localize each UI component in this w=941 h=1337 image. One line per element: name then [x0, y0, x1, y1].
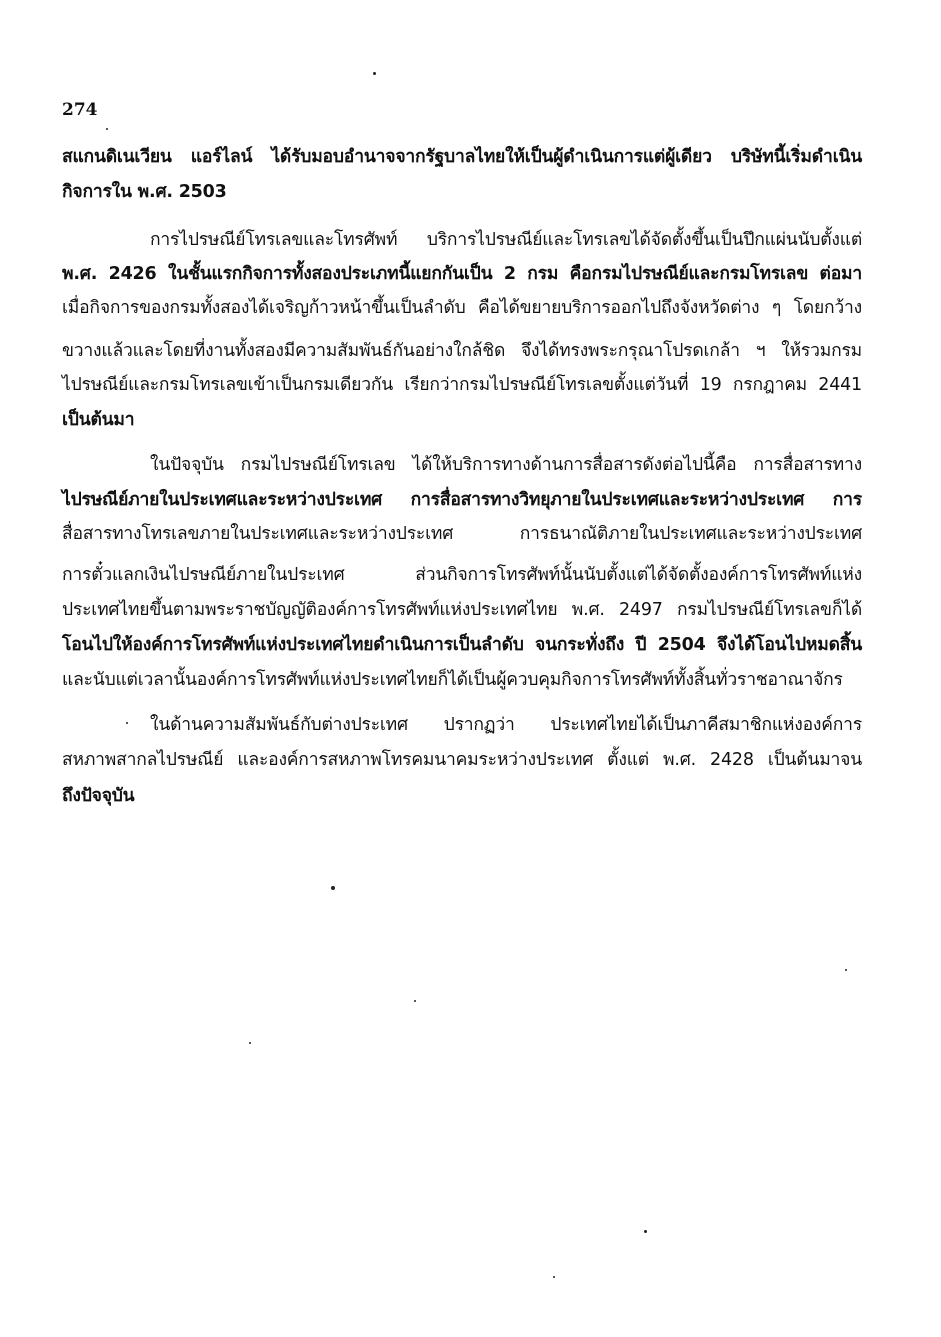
paragraph-2-line-4: ขวางแล้วและโดยที่งานทั้งสองมีความสัมพันธ์กันอย่างใกล้ชิด จึงได้ทรงพระกรุณาโปรดเกล้า ฯ ให้รวมกรม: [62, 341, 862, 361]
paragraph-4-line-1: ในด้านความสัมพันธ์กับต่างประเทศ ปรากฏว่า ประเทศไทยได้เป็นภาคีสมาชิกแห่งองค์การ: [150, 715, 862, 735]
paragraph-3-line-6: โอนไปให้องค์การโทรศัพท์แห่งประเทศไทยดำเนินการเป็นลำดับ จนกระทั่งถึง ปี 2504 จึงได้โอนไปหมดสิ้น: [62, 635, 862, 655]
paragraph-4-line-2: สหภาพสากลไปรษณีย์ และองค์การสหภาพโทรคมนาคมระหว่างประเทศ ตั้งแต่ พ.ศ. 2428 เป็นต้นมาจน: [62, 750, 862, 770]
paragraph-3-line-4: การตั๋วแลกเงินไปรษณีย์ภายในประเทศ ส่วนกิจการโทรศัพท์นั้นนับตั้งแต่ได้จัดตั้งองค์การโทรศัพท์แห่ง: [62, 565, 862, 585]
scan-speck: [845, 969, 847, 971]
scan-speck: [106, 128, 108, 130]
paragraph-3-line-5: ประเทศไทยขึ้นตามพระราชบัญญัติองค์การโทรศัพท์แห่งประเทศไทย พ.ศ. 2497 กรมไปรษณีย์โทรเลขก็ได้: [62, 600, 862, 620]
paragraph-3-line-3: สื่อสารทางโทรเลขภายในประเทศและระหว่างประเทศ การธนาณัติภายในประเทศและระหว่างประเทศ: [62, 524, 862, 544]
paragraph-2-line-1: การไปรษณีย์โทรเลขและโทรศัพท์ บริการไปรษณีย์และโทรเลขได้จัดตั้งขึ้นเป็นปึกแผ่นนับตั้งแต่: [150, 230, 862, 250]
scan-speck: [414, 1000, 416, 1002]
scan-speck: [331, 886, 335, 890]
scan-speck: [126, 722, 128, 724]
paragraph-3-line-7: และนับแต่เวลานั้นองค์การโทรศัพท์แห่งประเทศไทยก็ได้เป็นผู้ควบคุมกิจการโทรศัพท์ทั้งสิ้นทั่วราชอาณาจักร: [62, 670, 843, 690]
paragraph-2-line-5: ไปรษณีย์และกรมโทรเลขเข้าเป็นกรมเดียวกัน เรียกว่ากรมไปรษณีย์โทรเลขตั้งแต่วันที่ 19 กรกฎาคม 2441: [62, 375, 862, 395]
paragraph-1-line-1: สแกนดิเนเวียน แอร์ไลน์ ได้รับมอบอำนาจจากรัฐบาลไทยให้เป็นผู้ดำเนินการแต่ผู้เดียว บริษัทนี้เริ่มดำเนิน: [62, 147, 862, 167]
paragraph-4-line-3: ถึงปัจจุบัน: [62, 786, 135, 806]
scan-speck: [373, 72, 376, 75]
paragraph-2-line-2: พ.ศ. 2426 ในชั้นแรกกิจการทั้งสองประเภทนี้แยกกันเป็น 2 กรม คือกรมไปรษณีย์และกรมโทรเลข ต่อมา: [62, 264, 862, 284]
scan-speck: [553, 1276, 555, 1278]
paragraph-2-line-3: เมื่อกิจการของกรมทั้งสองได้เจริญก้าวหน้าขึ้นเป็นลำดับ คือได้ขยายบริการออกไปถึงจังหวัดต่าง ๆ โดยกว้าง: [62, 298, 862, 318]
paragraph-3-line-2: ไปรษณีย์ภายในประเทศและระหว่างประเทศ การสื่อสารทางวิทยุภายในประเทศและระหว่างประเทศ การ: [62, 490, 862, 510]
scan-speck: [644, 1230, 647, 1233]
paragraph-3-line-1: ในปัจจุบัน กรมไปรษณีย์โทรเลข ได้ให้บริการทางด้านการสื่อสารดังต่อไปนี้คือ การสื่อสารทาง: [150, 455, 862, 475]
page-number: 274: [62, 100, 98, 120]
paragraph-1-line-2: กิจการใน พ.ศ. 2503: [62, 182, 227, 202]
paragraph-2-line-6: เป็นต้นมา: [62, 410, 135, 430]
scan-speck: [249, 1042, 251, 1044]
